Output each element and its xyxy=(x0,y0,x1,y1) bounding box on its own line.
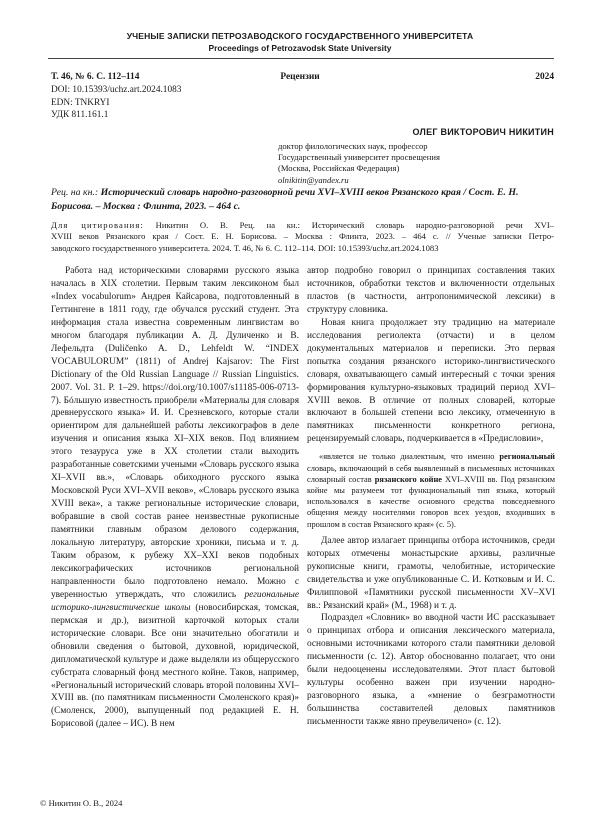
review-bib: Исторический словарь народно-разговорной речи XVI–XVIII веков Рязанского края / Сост. Е. Н. Борисова. – Москва : Флинта, 2023. – 464 с. xyxy=(51,187,519,212)
doi: DOI: 10.15393/uchz.art.2024.1083 xyxy=(51,85,182,95)
identifiers xyxy=(51,84,181,122)
left-column xyxy=(51,265,299,731)
copyright: © Никитин О. В., 2024 xyxy=(40,798,123,808)
quote-text: словарь, включающий в себя выявленный в письменных источниках словарный состав xyxy=(307,463,555,484)
author-university: Государственный университет просвещения xyxy=(278,152,440,163)
header-rule xyxy=(48,58,554,59)
paragraph xyxy=(51,265,299,731)
author-email: olnikitin@yandex.ru xyxy=(278,174,349,185)
author-block xyxy=(278,127,554,186)
emphasis-text: региональные историко-лингвистические школы xyxy=(51,589,299,613)
author-location: (Москва, Российская Федерация) xyxy=(278,163,400,174)
block-quote xyxy=(307,451,555,529)
citation-block xyxy=(51,220,554,254)
citation-text-3: заводского государственного университета. 2024. Т. 46, № 6. С. 112–114. DOI: 10.15393/uchz.art.2024.1083 xyxy=(51,242,439,253)
review-label: Рец. на кн.: xyxy=(51,187,99,198)
paragraph: Подраздел «Словник» во вводной части ИС рассказывает о принципах отбора и описания лексического материала, основными источниками которого стали памятники деловой письменности (с. 12). Автор обоснованно полагает, что они были недооценены исследователями. Этот пласт бытовой культуры особенно важен при изучении народно-разговорного языка, а «мнение о безграмотности большинства составителей деловых памятников письменности также явно преувеличено» (с. 12). xyxy=(307,613,555,728)
quote-bold: рязанского койне xyxy=(374,474,443,484)
author-affiliation xyxy=(278,141,554,186)
author-name: ОЛЕГ ВИКТОРОВИЧ НИКИТИН xyxy=(412,127,554,137)
citation-text-2: XVIII веков Рязанского края / Сост. Е. Н. Борисова. – Москва : Флинта, 2023. – 464 с. // Ученые записки Петро- xyxy=(51,231,554,242)
citation-label: Для цитирования: xyxy=(51,220,144,230)
volume-pages: Т. 46, № 6. С. 112–114 xyxy=(51,72,140,82)
quote-text: «является не только диалектным, что именно xyxy=(319,452,495,462)
paragraph: Далее автор излагает принципы отбора источников, среди которых отмечены монастырские архивы, различные рукописные книги, грамоты, челобитные, исторические свидетельства и уже опубликованные С. И. Котковым и И. С. Филипповой «Памятники русской письменности XV–XVI вв.: Рязанский край» (М., 1968) и т. д. xyxy=(307,535,555,611)
review-reference xyxy=(51,186,554,213)
year: 2024 xyxy=(535,72,554,82)
edn: EDN: TNKRYI xyxy=(51,97,110,108)
journal-title-ru: УЧЕНЫЕ ЗАПИСКИ ПЕТРОЗАВОДСКОГО ГОСУДАРСТВЕННОГО УНИВЕРСИТЕТА xyxy=(126,31,474,41)
quote-text: XVI–XVIII вв. Под рязанским койне мы разумеем тот функциональный тип языка, который использовался в качестве основного средства повседневного общения между носителями говоров всех уездов, входивших в прошлом в состав Рязанского края» (с. 5). xyxy=(307,474,556,529)
udk: УДК 811.161.1 xyxy=(51,110,109,121)
author-degree: доктор филологических наук, профессор xyxy=(278,141,428,151)
quote-bold: региональный xyxy=(499,452,555,462)
paragraph-text: Работа над историческими словарями русского языка началась в XIX столетии. Первым таким лексиконом был «Index vocabulorum» Андрея Кайсарова, подготовленный в Геттингене в 1811 году, где обучался русский студент. Эта информация стала известна современным лингвистам во многом благодаря публикации А. Д. Дуличенко и В. Лефельдта (Duličenko A. D., Lehfeldt W. “INDEX VOCABULORUM” (1811) of Andrej Kajsarov: The First Dictionary of the Old Russian Language // Russian Linguistics. 2007. Vol. 31. P. 1–29. https://doi.org/10.1007/s11185-006-0713-7). Бóльшую известность приобрели «Материалы для словаря древнерусского языка» И. И. Срезневского, которые стали ориентиром для дальнейшей работы лексикографов в деле изучения и описания языка XI–XIX веков. Под влиянием этого тезауруса уже в XX столетии стали выходить разработанные советскими учеными «Словарь русского языка XI–XVII вв.», «Словарь обиходного русского языка Московской Руси XVI–XVII веков», «Словарь русского языка XVIII века», а также региональные исторические словари, вобравшие в свой состав ранее неизвестные рукописные памятники главным образом делового содержания, локальную литературу, авторские хроники, письма и т. д. Таким образом, к рубежу XX–XXI веков подобных лексикографических источников региональной направленности было подготовлено немало. Можно с уверенностью утверждать, что сложились xyxy=(51,266,299,600)
paragraph: Новая книга продолжает эту традицию на материале исследования региолекта (отчасти) и в целом документальных материалов и переписки. Это первая попытка создания рязанского историко-лингвистического словаря, охватывающего самый интересный с точки зрения формирования культурно-языковых традиций период XVI–XVIII веков. В отличие от полных словарей, которые включают в большей степени всю лексику, отмеченную в памятниках письменности конкретного региона, рецензируемый словарь, подчеркивается в «Предисловии», xyxy=(307,317,555,445)
paragraph: автор подробно говорил о принципах составления таких источников, обработки текстов и включенности отдельных пластов (в частности, антропонимической лексики) в структуру словника. xyxy=(307,266,555,315)
paragraph-text: (новосибирская, томская, пермская и др.), визитной карточкой которых стали исторические словари. Все они значительно обогатили и обновили сведения о бытовой, духовной, юридической, дипломатической культуре и даже выделяли из общерусского субстрата словарный фонд местного койне. Таков, например, «Региональный исторический словарь второй половины XVI–XVIII вв. (по памятникам письменности Смоленского края)» (Смоленск, 2000), выпущенный под редакцией Е. Н. Борисовой (далее – ИС). В нем xyxy=(51,602,299,730)
journal-title-en: Proceedings of Petrozavodsk State University xyxy=(208,43,392,53)
citation-text-1: Никитин О. В. Рец. на кн.: Исторический словарь народно-разговорной речи XVI– xyxy=(155,220,555,230)
right-column xyxy=(307,265,555,729)
rubric: Рецензии xyxy=(280,72,320,82)
